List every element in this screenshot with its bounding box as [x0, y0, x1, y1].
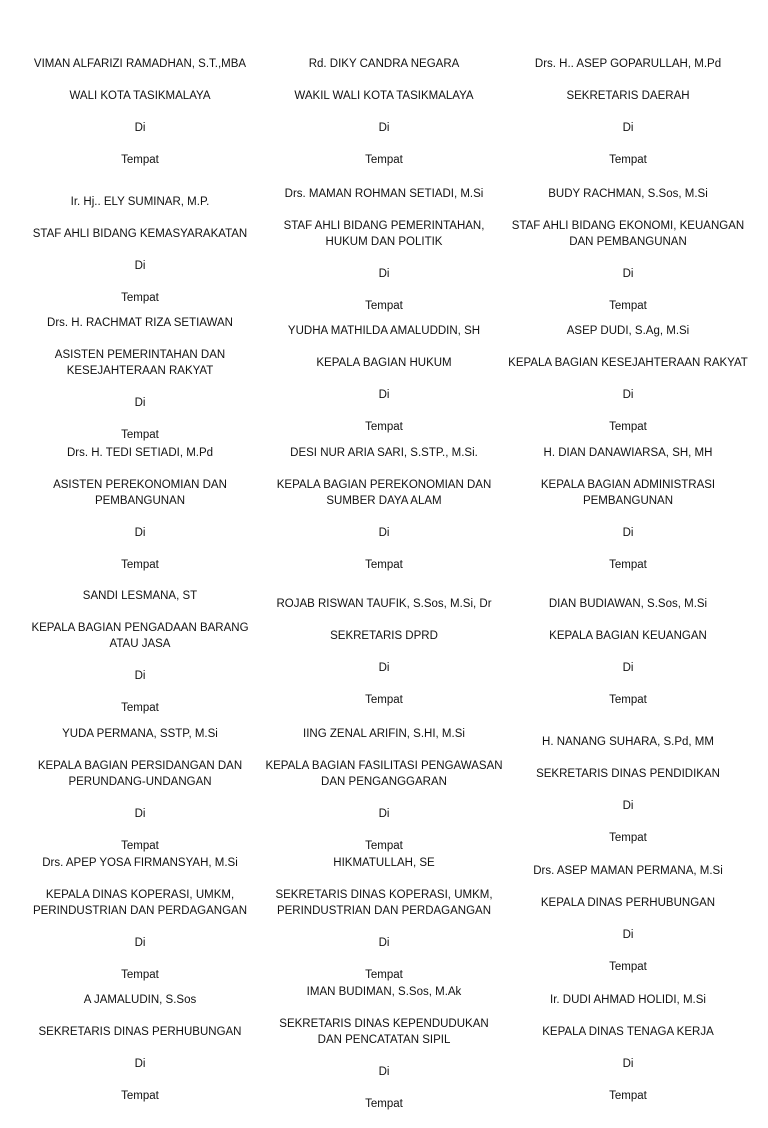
recipient-title: KEPALA DINAS KOPERASI, UMKM, PERINDUSTRIAN DAN PERDAGANGAN	[32, 889, 248, 917]
address-label	[18, 839, 262, 999]
label-di: Di	[378, 662, 390, 674]
address-label	[506, 847, 750, 991]
address-label	[18, 572, 262, 732]
recipient-name: Drs. H.. ASEP GOPARULLAH, M.Pd	[534, 58, 722, 70]
recipient-name: YUDA PERMANA, SSTP, M.Si	[62, 728, 218, 740]
address-label	[506, 976, 750, 1120]
recipient-name: H. DIAN DANAWIARSA, SH, MH	[543, 447, 713, 459]
label-di: Di	[622, 527, 634, 539]
label-tempat: Tempat	[121, 1090, 159, 1102]
label-tempat: Tempat	[609, 559, 647, 571]
label-tempat: Tempat	[365, 1098, 403, 1110]
recipient-name: DESI NUR ARIA SARI, S.STP., M.Si.	[290, 447, 478, 459]
label-di: Di	[622, 800, 634, 812]
recipient-name: Drs. H. TEDI SETIADI, M.Pd	[66, 447, 214, 459]
recipient-title: KEPALA DINAS PERHUBUNGAN	[540, 897, 716, 909]
label-tempat: Tempat	[609, 832, 647, 844]
recipient-title: SEKRETARIS DINAS PENDIDIKAN	[536, 768, 720, 780]
label-di: Di	[134, 937, 146, 949]
recipient-title: KEPALA BAGIAN FASILITASI PENGAWASAN DAN PENGANGGARAN	[265, 760, 503, 788]
recipient-title: WALI KOTA TASIKMALAYA	[69, 90, 211, 102]
label-di: Di	[134, 122, 146, 134]
label-tempat: Tempat	[365, 559, 403, 571]
label-tempat: Tempat	[121, 702, 159, 714]
address-label	[262, 429, 506, 589]
recipient-name: ROJAB RISWAN TAUFIK, S.Sos, M.Si, Dr	[276, 598, 492, 610]
label-di: Di	[378, 122, 390, 134]
label-tempat: Tempat	[609, 694, 647, 706]
label-di: Di	[134, 527, 146, 539]
address-label	[506, 429, 750, 589]
label-di: Di	[622, 389, 634, 401]
address-label	[262, 968, 506, 1128]
recipient-title: STAF AHLI BIDANG KEMASYARAKATAN	[32, 228, 248, 240]
label-di: Di	[622, 268, 634, 280]
label-di: Di	[134, 397, 146, 409]
label-tempat: Tempat	[609, 300, 647, 312]
label-di: Di	[378, 268, 390, 280]
recipient-title: SEKRETARIS DPRD	[330, 630, 438, 642]
label-tempat: Tempat	[121, 154, 159, 166]
label-tempat: Tempat	[121, 969, 159, 981]
address-label	[262, 40, 506, 184]
recipient-title: WAKIL WALI KOTA TASIKMALAYA	[294, 90, 474, 102]
recipient-name: Drs. APEP YOSA FIRMANSYAH, M.Si	[42, 857, 238, 869]
recipient-title: KEPALA BAGIAN KESEJAHTERAAN RAKYAT	[508, 357, 748, 369]
recipient-title: SEKRETARIS DINAS KOPERASI, UMKM, PERINDUSTRIAN DAN PERDAGANGAN	[275, 889, 493, 917]
recipient-title: KEPALA BAGIAN KEUANGAN	[549, 630, 707, 642]
label-tempat: Tempat	[121, 840, 159, 852]
label-di: Di	[622, 122, 634, 134]
label-di: Di	[378, 389, 390, 401]
recipient-name: BUDY RACHMAN, S.Sos, M.Si	[548, 188, 708, 200]
label-tempat: Tempat	[365, 840, 403, 852]
label-tempat: Tempat	[365, 421, 403, 433]
address-label	[506, 718, 750, 862]
recipient-name: IING ZENAL ARIFIN, S.HI, M.Si	[303, 728, 465, 740]
address-label	[18, 976, 262, 1120]
address-label	[506, 580, 750, 724]
recipient-name: ASEP DUDI, S.Ag, M.Si	[566, 325, 690, 337]
label-tempat: Tempat	[121, 559, 159, 571]
recipient-name: Ir. DUDI AHMAD HOLIDI, M.Si	[550, 994, 706, 1006]
label-tempat: Tempat	[121, 429, 159, 441]
label-tempat: Tempat	[609, 1090, 647, 1102]
address-label	[262, 580, 506, 724]
recipient-name: H. NANANG SUHARA, S.Pd, MM	[542, 736, 714, 748]
address-label	[262, 170, 506, 330]
label-tempat: Tempat	[365, 969, 403, 981]
address-label	[18, 40, 262, 184]
recipient-title: KEPALA BAGIAN ADMINISTRASI PEMBANGUNAN	[540, 479, 716, 507]
recipient-title: SEKRETARIS DINAS PERHUBUNGAN	[38, 1026, 242, 1038]
label-tempat: Tempat	[365, 300, 403, 312]
label-di: Di	[378, 808, 390, 820]
recipient-name: Drs. MAMAN ROHMAN SETIADI, M.Si	[284, 188, 484, 200]
address-label	[506, 40, 750, 184]
label-di: Di	[622, 662, 634, 674]
label-di: Di	[134, 1058, 146, 1070]
label-di: Di	[378, 1066, 390, 1078]
recipient-title: STAF AHLI BIDANG EKONOMI, KEUANGAN DAN PEMBANGUNAN	[511, 220, 745, 248]
label-tempat: Tempat	[365, 694, 403, 706]
label-tempat: Tempat	[609, 154, 647, 166]
recipient-title: SEKRETARIS DAERAH	[566, 90, 690, 102]
recipient-name: Ir. Hj.. ELY SUMINAR, M.P.	[70, 196, 210, 208]
recipient-name: Rd. DIKY CANDRA NEGARA	[308, 58, 460, 70]
label-di: Di	[622, 929, 634, 941]
recipient-name: IMAN BUDIMAN, S.Sos, M.Ak	[306, 986, 462, 998]
recipient-title: KEPALA BAGIAN PEREKONOMIAN DAN SUMBER DAYA ALAM	[276, 479, 492, 507]
address-label	[506, 170, 750, 330]
recipient-name: VIMAN ALFARIZI RAMADHAN, S.T.,MBA	[33, 58, 247, 70]
recipient-name: Drs. ASEP MAMAN PERMANA, M.Si	[533, 865, 723, 877]
recipient-name: SANDI LESMANA, ST	[82, 590, 198, 602]
label-tempat: Tempat	[365, 154, 403, 166]
recipient-title: ASISTEN PEREKONOMIAN DAN PEMBANGUNAN	[53, 479, 227, 507]
recipient-title: KEPALA DINAS TENAGA KERJA	[542, 1026, 714, 1038]
label-di: Di	[134, 808, 146, 820]
recipient-title: STAF AHLI BIDANG PEMERINTAHAN, HUKUM DAN POLITIK	[283, 220, 485, 248]
recipient-name: HIKMATULLAH, SE	[333, 857, 435, 869]
recipient-title: KEPALA BAGIAN PENGADAAN BARANG ATAU JASA	[31, 622, 249, 650]
recipient-name: DIAN BUDIAWAN, S.Sos, M.Si	[548, 598, 708, 610]
label-di: Di	[134, 670, 146, 682]
label-di: Di	[134, 260, 146, 272]
address-label	[18, 429, 262, 589]
recipient-title: KEPALA BAGIAN HUKUM	[316, 357, 452, 369]
recipient-title: KEPALA BAGIAN PERSIDANGAN DAN PERUNDANG-UNDANGAN	[37, 760, 243, 788]
recipient-name: A JAMALUDIN, S.Sos	[83, 994, 197, 1006]
label-tempat: Tempat	[609, 961, 647, 973]
recipient-title: SEKRETARIS DINAS KEPENDUDUKAN DAN PENCATATAN SIPIL	[279, 1018, 489, 1046]
label-di: Di	[378, 527, 390, 539]
recipient-name: Drs. H. RACHMAT RIZA SETIAWAN	[47, 317, 233, 329]
label-di: Di	[378, 937, 390, 949]
label-tempat: Tempat	[121, 292, 159, 304]
recipient-title: ASISTEN PEMERINTAHAN DAN KESEJAHTERAAN RAKYAT	[54, 349, 226, 377]
label-tempat: Tempat	[609, 421, 647, 433]
recipient-name: YUDHA MATHILDA AMALUDDIN, SH	[287, 325, 481, 337]
label-di: Di	[622, 1058, 634, 1070]
